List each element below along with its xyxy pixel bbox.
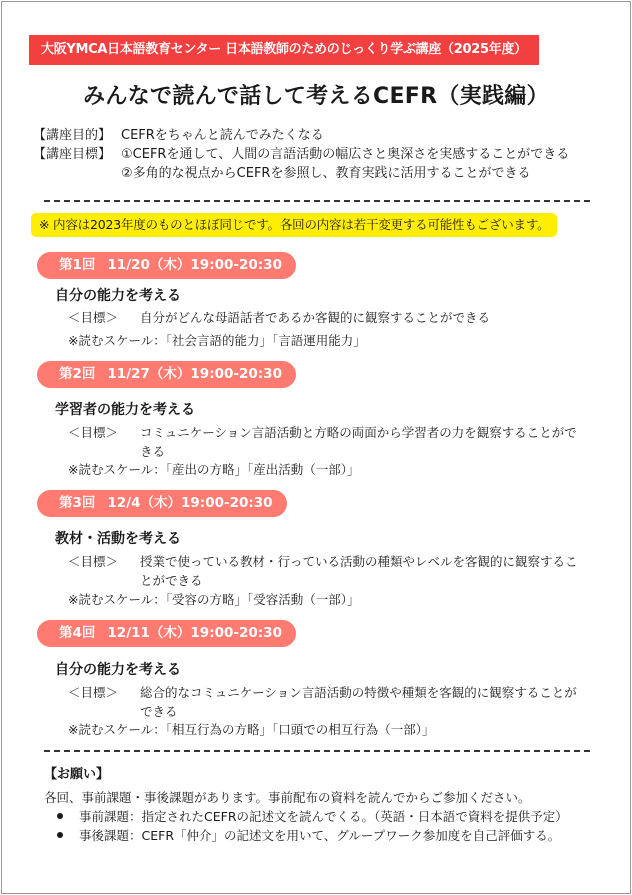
request-intro: 各回、事前課題・事後課題があります。事前配布の資料を読んでからご参加ください。 [44, 790, 531, 805]
session-2-title: 学習者の能力を考える [55, 402, 195, 418]
session-4-goal [68, 683, 588, 721]
session-3-scale: ※読むスケール：「受容の方略」「受容活動（一部）」 [68, 592, 360, 607]
request-item-1: 事前課題：指定されたCEFRの記述文を読んでくる。（英語・日本語で資料を提供予定） [79, 809, 568, 824]
target-text-2: ②多角的な視点からCEFRを参照し、教育実践に活用することができる [121, 166, 531, 181]
target-row [33, 145, 569, 164]
session-1-pill [37, 252, 296, 279]
header-banner: 大阪YMCA日本語教育センター 日本語教師のためのじっくり学ぶ講座（2025年度） [29, 35, 539, 65]
target-text-1: ①CEFRを通して、人間の言語活動の幅広さと奥深さを実感することができる [121, 147, 570, 162]
target-label: 【講座目標】 [33, 147, 112, 162]
session-2-goal-tag: ＜目標＞ [68, 425, 119, 440]
purpose-row [33, 126, 569, 145]
divider-top [44, 200, 590, 202]
session-2-number: 第2回 [59, 366, 96, 382]
page-title: みんなで読んで話して考えるCEFR（実践編） [83, 84, 549, 109]
session-1-number: 第1回 [59, 257, 96, 273]
session-1-date: 11/20（木）19:00-20:30 [107, 257, 282, 273]
session-4-scale: ※読むスケール：「相互行為の方略」「口頭での相互行為（一部）」 [68, 722, 435, 737]
list-item [57, 826, 568, 845]
session-2-scale: ※読むスケール：「産出の方略」「産出活動（一部）」 [68, 462, 360, 477]
bullet-icon [57, 813, 63, 819]
course-goals [33, 126, 569, 183]
request-item-2: 事後課題：CEFR「仲介」の記述文を用いて、グループワーク参加度を自己評価する。 [79, 828, 561, 843]
session-4-title: 自分の能力を考える [55, 662, 181, 678]
notice-highlight: ※ 内容は2023年度のものとほぼ同じです。各回の内容は若干変更する可能性もございます。 [31, 213, 557, 237]
request-list [57, 807, 568, 845]
session-2-goal [68, 423, 588, 461]
session-4-goal-tag: ＜目標＞ [68, 685, 119, 700]
session-3-pill [37, 490, 287, 517]
session-1-goal-text: 自分がどんな母語話者であるか客観的に観察することができる [140, 310, 491, 325]
session-2-goal-text: コミュニケーション言語活動と方略の両面から学習者の力を観察することができる [140, 425, 577, 459]
session-4-pill [37, 620, 296, 647]
session-1-goal-tag: ＜目標＞ [68, 310, 119, 325]
session-1-goal [68, 308, 588, 327]
session-4-goal-text: 総合的なコミュニケーション言語活動の特徴や種類を客観的に観察することができる [140, 685, 577, 719]
request-heading: 【お願い】 [44, 767, 110, 782]
session-3-goal [68, 552, 588, 590]
session-2-pill [37, 361, 296, 388]
session-2-date: 11/27（木）19:00-20:30 [107, 366, 282, 382]
session-4-date: 12/11（木）19:00-20:30 [107, 625, 282, 641]
session-3-title: 教材・活動を考える [55, 531, 181, 547]
purpose-text: CEFRをちゃんと読んでみたくなる [121, 128, 324, 143]
list-item [57, 807, 568, 826]
session-3-goal-tag: ＜目標＞ [68, 554, 119, 569]
divider-bottom [44, 750, 590, 752]
session-3-number: 第3回 [59, 495, 96, 511]
session-4-number: 第4回 [59, 625, 96, 641]
purpose-label: 【講座目的】 [33, 128, 112, 143]
session-1-title: 自分の能力を考える [55, 288, 181, 304]
session-1-scale: ※読むスケール：「社会言語的能力」「言語運用能力」 [68, 333, 366, 348]
session-3-goal-text: 授業で使っている教材・行っている活動の種類やレベルを客観的に観察することができる [140, 554, 578, 588]
bullet-icon [57, 832, 63, 838]
session-3-date: 12/4（木）19:00-20:30 [107, 495, 273, 511]
